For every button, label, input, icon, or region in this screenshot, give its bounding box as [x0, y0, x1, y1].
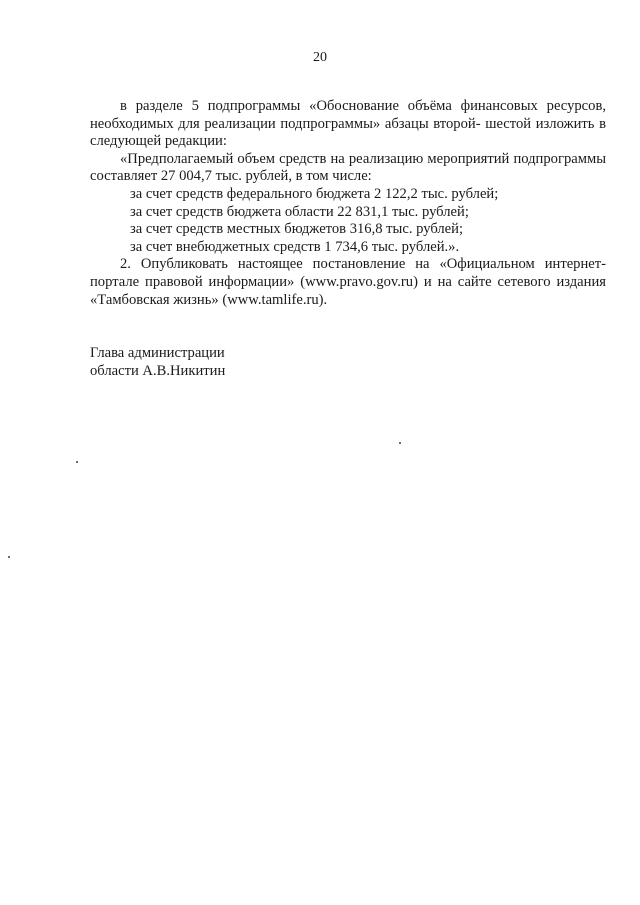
- funding-line-extrabudgetary: за счет внебюджетных средств 1 734,6 тыс. рублей.».: [130, 238, 460, 255]
- signature-title-line2: области А.В.Никитин: [90, 362, 226, 379]
- scan-speck: [76, 461, 78, 463]
- document-body: [90, 98, 606, 309]
- signature-block: [90, 345, 225, 380]
- scan-speck: [8, 556, 10, 558]
- publish-paragraph: 2. Опубликовать настоящее постановление на «Официальном интернет-портале правовой информации» (www.pravo.gov.ru) и на сайте сетевого издания «Тамбовская жизнь» (www.tamlife.ru).: [90, 256, 606, 308]
- funding-line-federal: за счет средств федерального бюджета 2 122,2 тыс. рублей;: [130, 185, 499, 202]
- funding-line-regional: за счет средств бюджета области 22 831,1 тыс. рублей;: [130, 203, 469, 220]
- scan-speck: [399, 442, 401, 444]
- section-intro-paragraph: в разделе 5 подпрограммы «Обоснование объёма финансовых ресурсов, необходимых для реализации подпрограммы» абзацы второй- шестой изложить в следующей редакции:: [90, 98, 606, 150]
- funding-line-local: за счет средств местных бюджетов 316,8 тыс. рублей;: [130, 221, 464, 238]
- page-number: 20: [313, 50, 327, 65]
- quote-intro-paragraph: «Предполагаемый объем средств на реализацию мероприятий подпрограммы составляет 27 004,7 тыс. рублей, в том числе:: [90, 150, 606, 185]
- signature-title-line1: Глава администрации: [90, 345, 225, 361]
